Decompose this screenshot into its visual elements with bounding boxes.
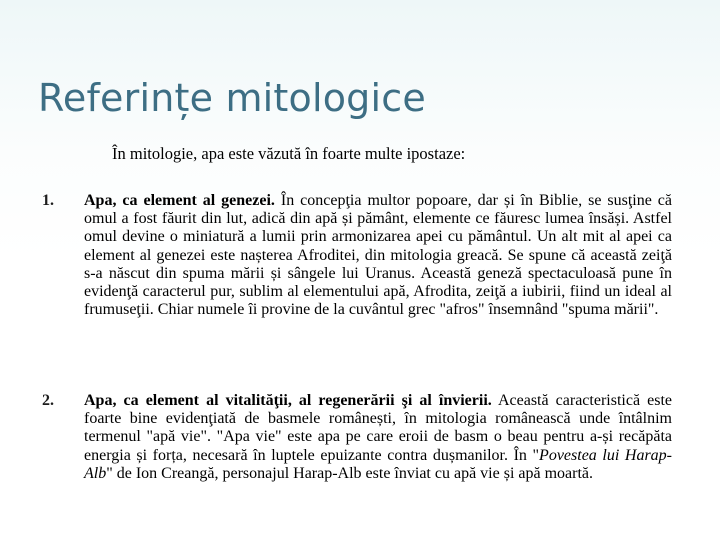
slide-title: Referințe mitologice: [38, 76, 426, 120]
item-paragraph: [84, 192, 672, 319]
item-heading: Apa, ca element al genezei.: [84, 192, 275, 209]
item-body: În concepţia multor popoare, dar și în Biblie, se susţine că omul a fost făurit din lut, adică din apă și pământ, elemente ce făuresc lumea însăși. Astfel omul devine o miniatură a lumii prin armonizarea apei cu pământul. Un alt mit al apei ca element al genezei este nașterea Afroditei, din mitologia greacă. Se spune că această zeiţă s-a născut din spuma mării și sângele lui Uranus. Această geneză spectaculoasă pune în evidenţă caracterul pur, sublim al elementului apă, Afrodita, zeiţă a iubirii, fiind un ideal al frumuseţii. Chiar numele îi provine de la cuvântul grec "afros" însemnând "spuma mării".: [84, 192, 672, 319]
item-body: Această caracteristică este foarte bine evidenţiată de basmele românești, în mitologia românească unde întâlnim termenul "apă vie". "Apa vie" este apa pe care eroii de basm o beau pentru a-și recăpăta energia și forța, necesară în luptele epuizante contra dușmanilor. În ": [84, 392, 672, 464]
item-body-end: " de Ion Creangă, personajul Harap-Alb este înviat cu apă vie și apă moartă.: [106, 464, 594, 482]
story-title: Povestea lui Harap-Alb: [84, 446, 673, 482]
intro-text: În mitologie, apa este văzută în foarte multe ipostaze:: [112, 144, 466, 163]
item-heading: Apa, ca element al vitalităţii, al regenerării şi al învierii.: [84, 392, 492, 409]
item-paragraph: [84, 392, 672, 483]
item-number: 2.: [42, 392, 54, 409]
item-number: 1.: [42, 192, 54, 209]
